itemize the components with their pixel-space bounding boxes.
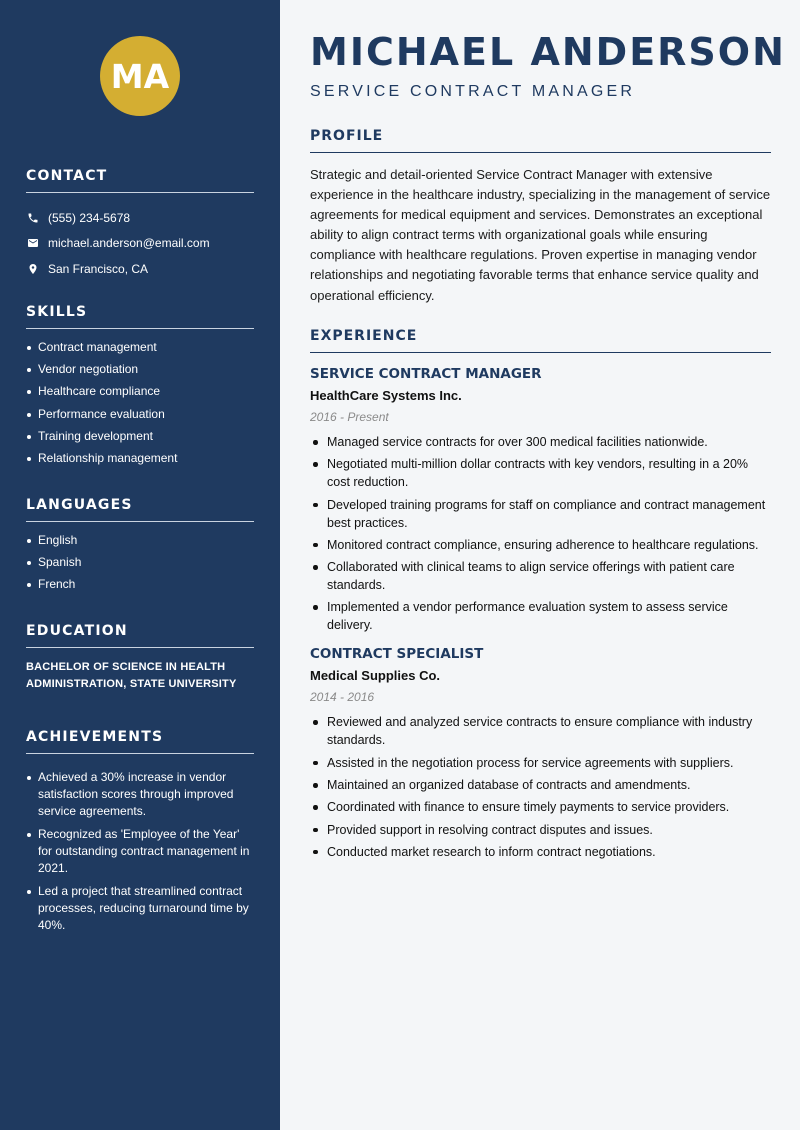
achievements-title: ACHIEVEMENTS — [26, 729, 254, 754]
skill-item: Performance evaluation — [26, 406, 254, 428]
profile-text: Strategic and detail-oriented Service Contract Manager with extensive experience in the healthcare industry, specializing in the management of service agreements for medical equipment and services. Demonstrates an exceptional ability to align contract terms with organizational goals while ensuring compliance with healthcare regulations. Proven expertise in managing vendor relationships and negotiating favorable terms that enhance service quality and operational efficiency. — [310, 167, 771, 303]
job-bullet: Developed training programs for staff on compliance and contract management best practices. — [310, 496, 771, 532]
email-text: michael.anderson@email.com — [48, 236, 210, 251]
contact-list — [26, 205, 254, 282]
experience-section — [310, 328, 771, 865]
email-icon — [26, 236, 40, 250]
languages-section — [26, 497, 254, 599]
achievements-section — [26, 729, 254, 940]
job-title: CONTRACT SPECIALIST — [310, 646, 484, 663]
job-bullet: Monitored contract compliance, ensuring adherence to healthcare regulations. — [310, 536, 771, 554]
location-pin-icon — [26, 262, 40, 276]
phone-icon — [26, 211, 40, 225]
language-item: English — [26, 532, 254, 554]
sidebar — [0, 0, 280, 1130]
contact-section — [26, 168, 254, 282]
candidate-name: MICHAEL ANDERSON — [310, 30, 786, 74]
job-bullet: Maintained an organized database of contracts and amendments. — [310, 776, 771, 794]
job-bullets — [310, 433, 771, 634]
languages-list — [26, 532, 254, 599]
language-item: French — [26, 576, 254, 598]
experience-title: EXPERIENCE — [310, 328, 771, 353]
language-item: Spanish — [26, 554, 254, 576]
job-title: SERVICE CONTRACT MANAGER — [310, 366, 542, 382]
contact-email — [26, 231, 254, 257]
education-title: EDUCATION — [26, 623, 254, 648]
skills-list — [26, 339, 254, 472]
achievement-item: Achieved a 30% increase in vendor satisfaction scores through improved service agreements. — [26, 769, 254, 820]
achievement-item: Recognized as 'Employee of the Year' for outstanding contract management in 2021. — [26, 826, 254, 877]
contact-location — [26, 256, 254, 282]
skill-item: Relationship management — [26, 450, 254, 472]
education-section — [26, 623, 254, 693]
job-bullet: Conducted market research to inform contract negotiations. — [310, 843, 771, 861]
job-bullet: Coordinated with finance to ensure timely payments to service providers. — [310, 798, 771, 816]
contact-title: CONTACT — [26, 168, 254, 193]
skill-item: Contract management — [26, 339, 254, 361]
contact-phone — [26, 205, 254, 231]
job-bullet: Provided support in resolving contract disputes and issues. — [310, 821, 771, 839]
job-bullet: Assisted in the negotiation process for service agreements with suppliers. — [310, 754, 771, 772]
skills-section — [26, 304, 254, 472]
job-entry — [310, 646, 771, 860]
job-bullet: Negotiated multi-million dollar contracts with key vendors, resulting in a 20% cost reduction. — [310, 455, 771, 491]
skill-item: Training development — [26, 428, 254, 450]
job-bullet: Reviewed and analyzed service contracts to ensure compliance with industry standards. — [310, 713, 771, 749]
achievement-item: Led a project that streamlined contract processes, reducing turnaround time by 40%. — [26, 883, 254, 934]
job-company: HealthCare Systems Inc. — [310, 388, 462, 403]
phone-text: (555) 234-5678 — [48, 210, 131, 225]
job-bullet: Collaborated with clinical teams to align service offerings with patient care standards. — [310, 558, 771, 594]
skill-item: Vendor negotiation — [26, 361, 254, 383]
profile-section — [310, 128, 771, 306]
education-degree: BACHELOR OF SCIENCE IN HEALTH ADMINISTRATION, STATE UNIVERSITY — [26, 661, 237, 690]
skill-item: Healthcare compliance — [26, 383, 254, 405]
job-dates: 2016 - Present — [310, 410, 389, 424]
job-dates: 2014 - 2016 — [310, 690, 375, 705]
main-content — [280, 0, 800, 1130]
job-bullet: Managed service contracts for over 300 medical facilities nationwide. — [310, 433, 771, 451]
candidate-role: SERVICE CONTRACT MANAGER — [310, 83, 636, 100]
profile-title: PROFILE — [310, 128, 771, 153]
job-entry — [310, 366, 771, 634]
job-bullets — [310, 713, 771, 860]
languages-title: LANGUAGES — [26, 497, 254, 522]
job-bullet: Implemented a vendor performance evaluation system to assess service delivery. — [310, 598, 771, 634]
job-company: Medical Supplies Co. — [310, 668, 441, 684]
location-text: San Francisco, CA — [48, 261, 149, 276]
avatar-initials: MA — [100, 36, 180, 116]
achievements-list — [26, 769, 254, 934]
skills-title: SKILLS — [26, 304, 254, 329]
